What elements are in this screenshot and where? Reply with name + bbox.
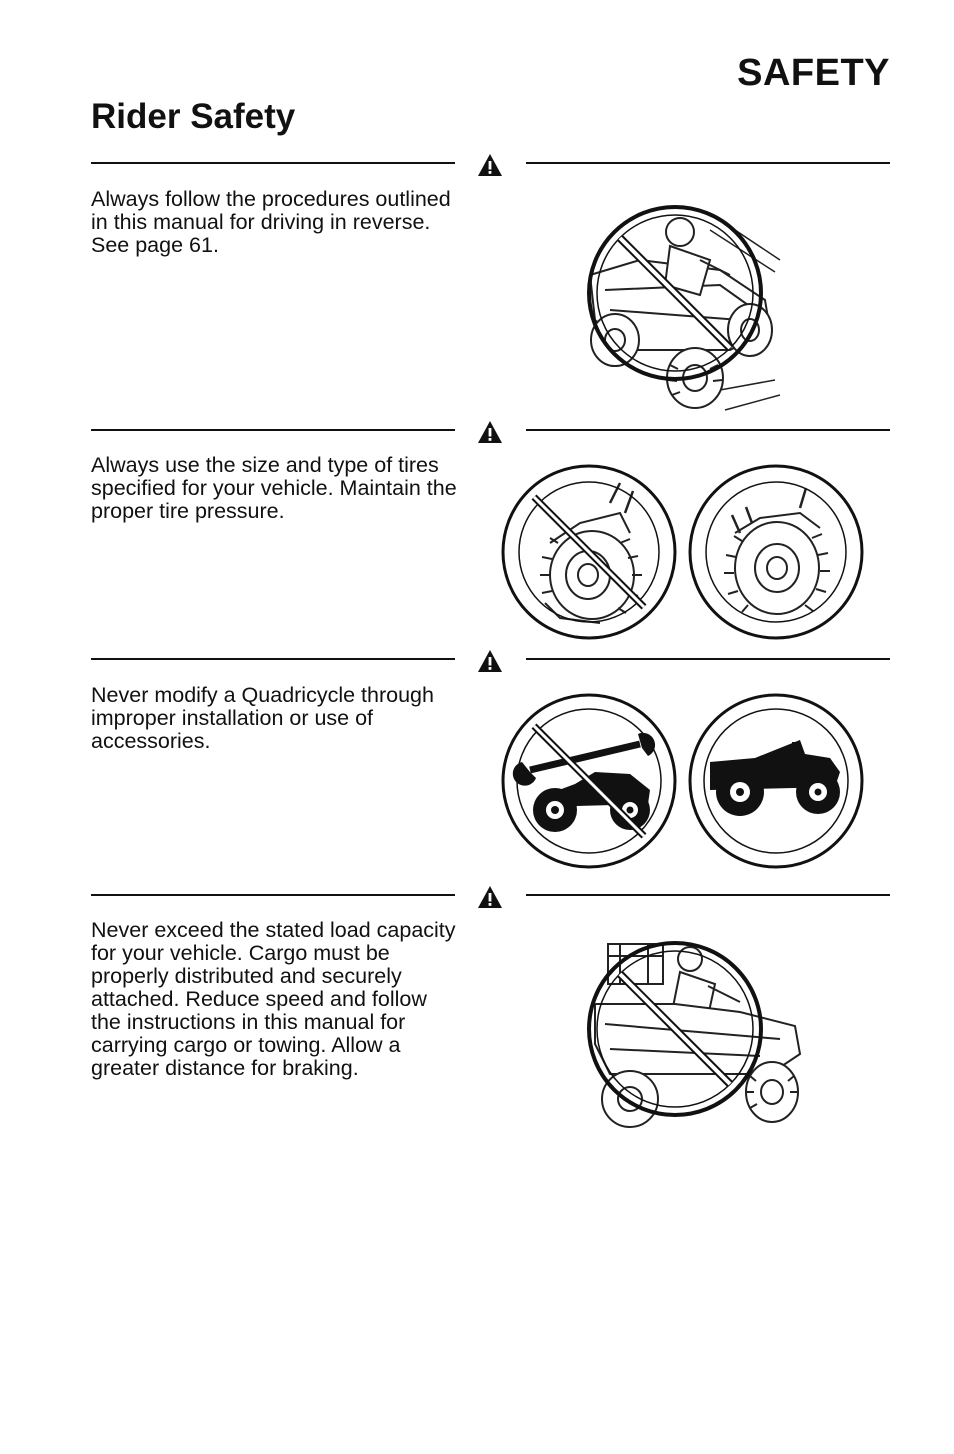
prohibited-reverse-driving-icon (570, 200, 790, 422)
divider-line (91, 162, 455, 164)
overload-prohibited-icon (580, 934, 810, 1134)
divider-line (91, 429, 455, 431)
divider-line (526, 429, 890, 431)
section-title: SAFETY (737, 52, 890, 94)
warning-triangle-icon (477, 153, 503, 177)
warning-text: Never exceed the stated load capacity for your vehicle. Cargo must be properly distributed and securely attached. Reduce speed and follow the instructions in this manual for carrying cargo or towing. Allow a greater distance for braking. (91, 918, 456, 1080)
divider-line (91, 894, 455, 896)
warning-text: Never modify a Quadricycle through improper installation or use of accessories. (91, 683, 434, 753)
tire-size-pressure-icon (500, 463, 865, 643)
no-modification-icon (500, 692, 865, 872)
divider-line (91, 658, 455, 660)
warning-triangle-icon (477, 885, 503, 909)
divider-line (526, 162, 890, 164)
page-heading: Rider Safety (91, 97, 296, 136)
divider-line (526, 894, 890, 896)
warning-text: Always follow the procedures outlined in this manual for driving in reverse. See page 61. (91, 187, 451, 257)
warning-triangle-icon (477, 420, 503, 444)
warning-text: Always use the size and type of tires specified for your vehicle. Maintain the proper tire pressure. (91, 453, 457, 523)
divider-line (526, 658, 890, 660)
warning-triangle-icon (477, 649, 503, 673)
